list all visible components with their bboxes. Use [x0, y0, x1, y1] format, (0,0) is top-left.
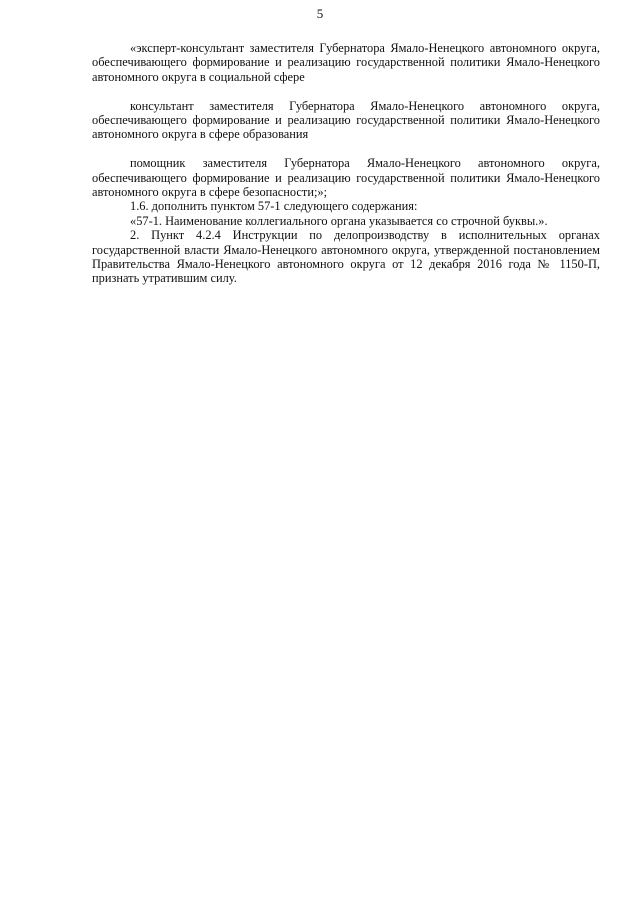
paragraph-gap	[92, 142, 600, 156]
paragraph-gap	[92, 84, 600, 98]
document-body	[92, 41, 600, 286]
paragraph-consultant: консультант заместителя Губернатора Ямало-Ненецкого автономного округа, обеспечивающего формирование и реализацию государственной политики Ямало-Ненецкого автономного округа в сфере образования	[92, 98, 600, 142]
paragraph-item-2: 2. Пункт 4.2.4 Инструкции по делопроизводству в исполнительных органах государственной власти Ямало-Ненецкого автономного округа, утвержденной постановлением Правительства Ямало-Ненецкого автономного округа от 12 декабря 2016 года № 1150-П, признать утратившим силу.	[92, 228, 600, 286]
paragraph-item-57-1: «57-1. Наименование коллегиального органа указывается со строчной буквы.».	[130, 213, 548, 228]
paragraph-item-1-6: 1.6. дополнить пунктом 57-1 следующего содержания:	[130, 199, 418, 214]
paragraph-assistant: помощник заместителя Губернатора Ямало-Ненецкого автономного округа, обеспечивающего формирование и реализацию государственной политики Ямало-Ненецкого автономного округа в сфере безопасности;»;	[92, 156, 600, 200]
paragraph-expert-consultant: «эксперт-консультант заместителя Губернатора Ямало-Ненецкого автономного округа, обеспечивающего формирование и реализацию государственной политики Ямало-Ненецкого автономного округа в социальной сфере	[92, 41, 600, 84]
page-number: 5	[316, 6, 324, 21]
